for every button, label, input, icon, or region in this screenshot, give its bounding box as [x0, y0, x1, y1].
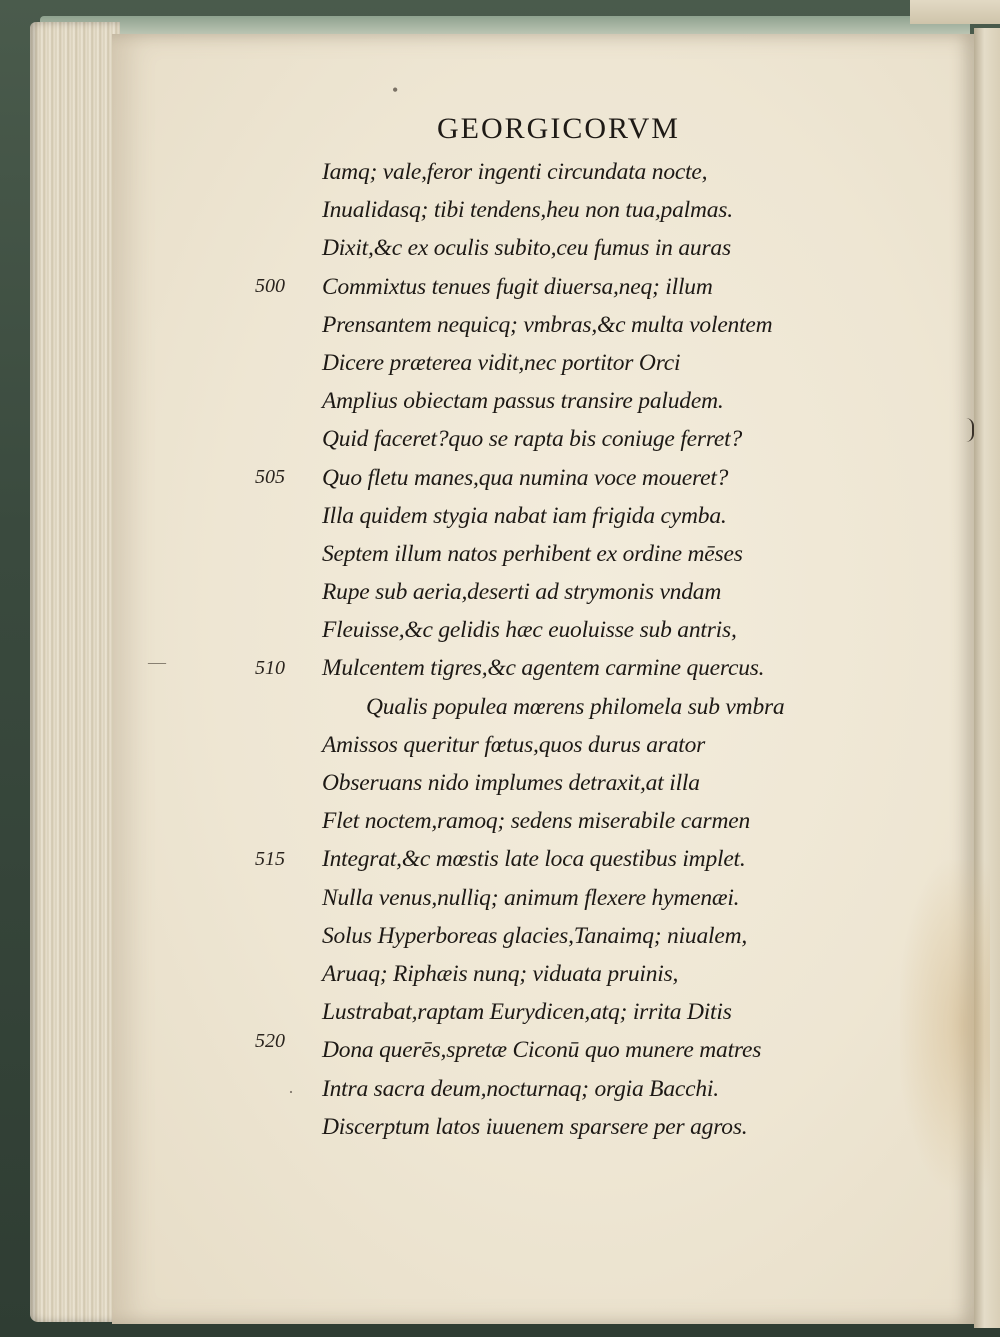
verse-line: Fleuisse,&c gelidis hæc euoluisse sub antris,	[322, 617, 737, 644]
verse-line: Amplius obiectam passus transire paludem.	[322, 388, 724, 415]
verse-line: Intra sacra deum,nocturnaq; orgia Bacchi.	[322, 1075, 719, 1102]
page-edges	[30, 22, 120, 1322]
verse-line: Integrat,&c mœstis late loca questibus implet.	[322, 846, 746, 873]
verse-line: Inualidasq; tibi tendens,heu non tua,palmas.	[322, 197, 733, 224]
verse-line: Flet noctem,ramoq; sedens miserabile carmen	[322, 808, 751, 835]
verse-line: Dona querēs,spretæ Ciconū quo munere matres	[322, 1037, 762, 1064]
verse-line: Septem illum natos perhibent ex ordine mēses	[322, 540, 743, 567]
verse-line: Prensantem nequicq; vmbras,&c multa volentem	[322, 311, 773, 338]
verse-line: Quo fletu manes,qua numina voce moueret?	[322, 464, 729, 491]
running-head: GEORGICORVM	[437, 112, 680, 145]
verse-line: Quid faceret?quo se rapta bis coniuge ferret?	[322, 426, 743, 453]
verse-line: Discerptum latos iuuenem sparsere per agros.	[322, 1113, 748, 1140]
margin-dot-mark: ·	[288, 1082, 294, 1102]
verse-line-indented: Qualis populea mœrens philomela sub vmbra	[366, 693, 785, 720]
margin-dot-mark: •	[392, 80, 399, 100]
facing-page-corner	[910, 0, 1000, 24]
verse-line: Amissos queritur fœtus,quos durus arator	[322, 731, 706, 758]
verse-line: Obseruans nido implumes detraxit,at illa	[322, 770, 700, 796]
verse-line: Mulcentem tigres,&c agentem carmine quercus.	[322, 655, 765, 682]
line-number: 510	[255, 657, 285, 679]
verse-line: Lustrabat,raptam Eurydicen,atq; irrita Ditis	[322, 999, 732, 1026]
verse-line: Dixit,&c ex oculis subito,ceu fumus in auras	[322, 235, 731, 262]
verse-line: Illa quidem stygia nabat iam frigida cymba.	[322, 502, 727, 529]
line-number: 505	[255, 466, 285, 488]
verse-line: Rupe sub aeria,deserti ad strymonis vndam	[322, 579, 722, 606]
verse-line: Aruaq; Riphæis nunq; viduata pruinis,	[322, 960, 679, 987]
line-number: 500	[255, 275, 285, 297]
line-number: 515	[255, 848, 285, 870]
margin-dash-mark: —	[148, 652, 166, 672]
water-stain	[900, 860, 990, 1190]
verse-line: Dicere præterea vidit,nec portitor Orci	[322, 349, 681, 376]
verse-line: Commixtus tenues fugit diuersa,neq; illum	[322, 273, 713, 300]
verse-line: Nulla venus,nulliq; animum flexere hymenæi.	[322, 884, 740, 911]
verse-line: Solus Hyperboreas glacies,Tanaimq; niualem,	[322, 922, 748, 949]
line-number: 520	[255, 1030, 285, 1052]
verse-line: Iamq; vale,feror ingenti circundata nocte,	[322, 159, 708, 185]
verse-block	[322, 153, 882, 1146]
